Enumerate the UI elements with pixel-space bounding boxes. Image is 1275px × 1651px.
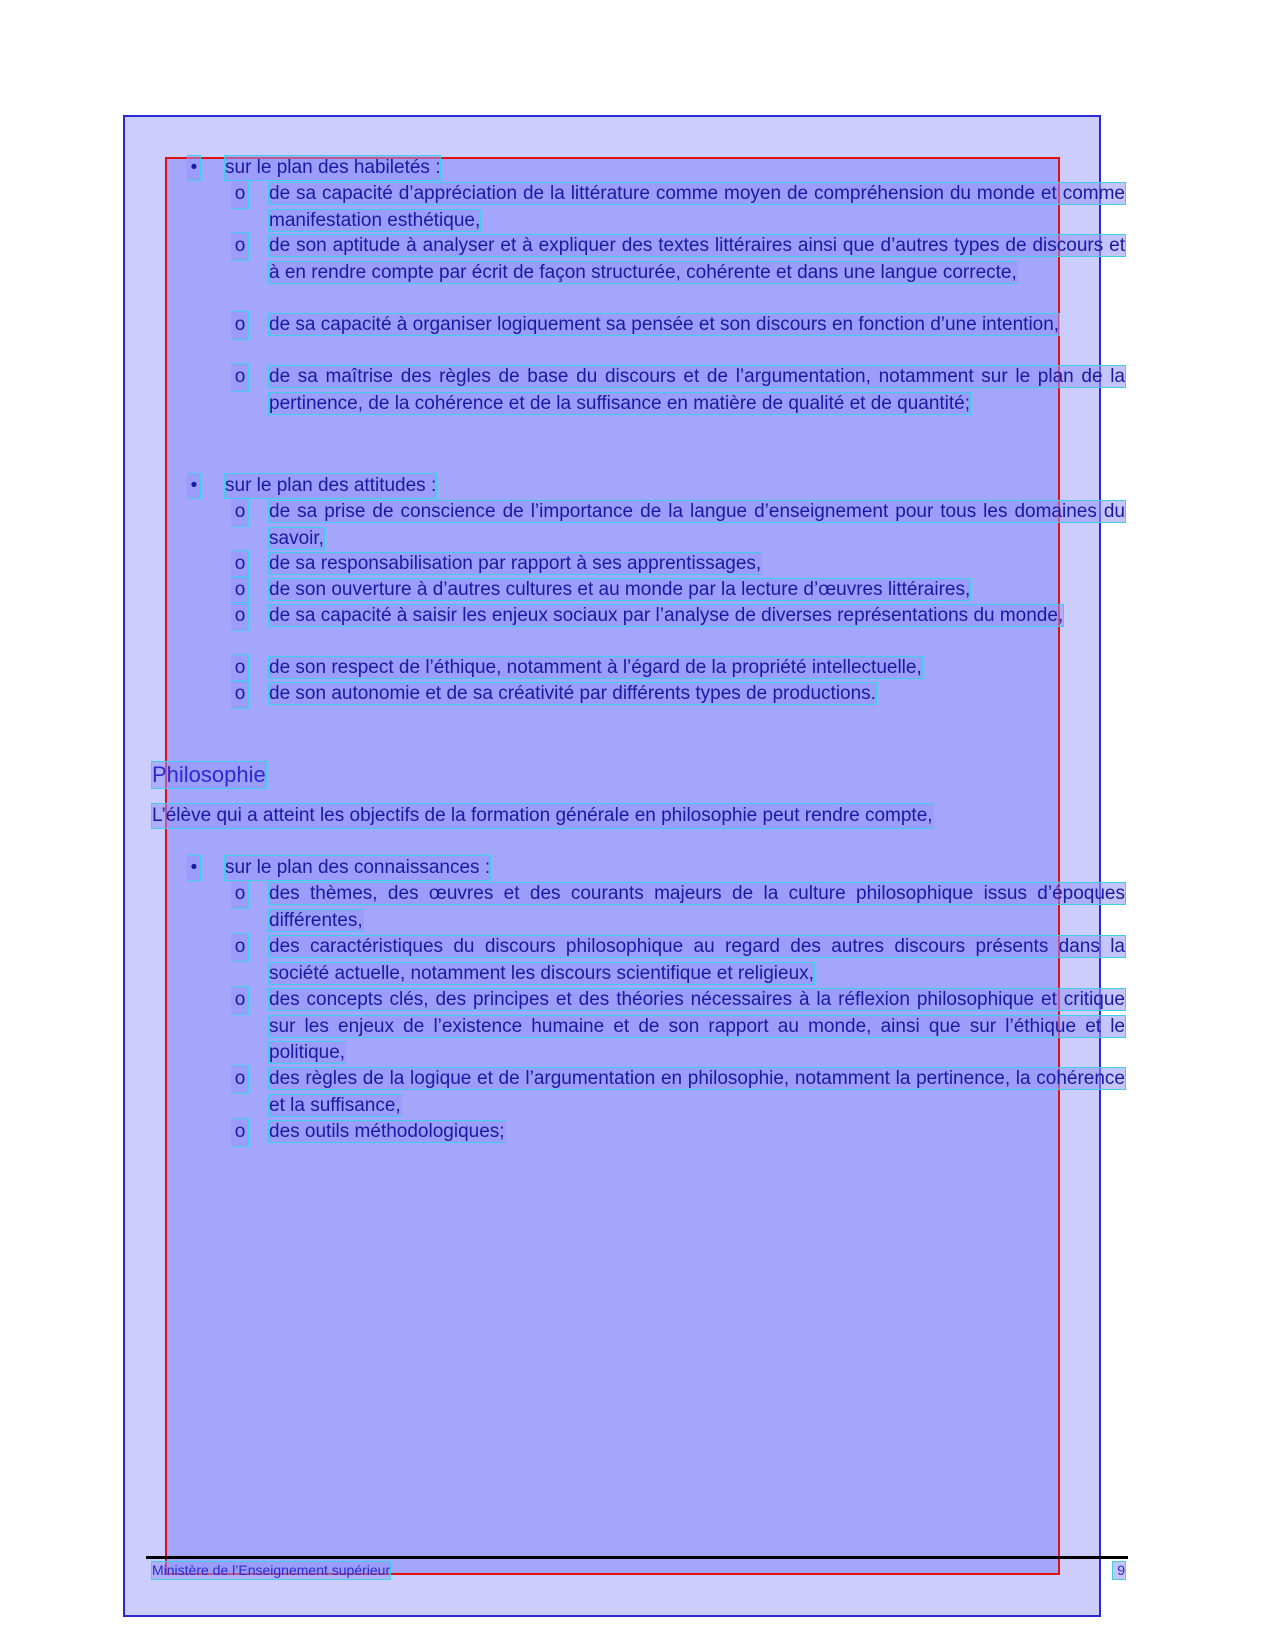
- list-item: [232, 1119, 1125, 1146]
- list-item-text: de sa maîtrise des règles de base du discours et de l’argumentation, notamment sur le plan de la pertinence, de la cohérence et de la suffisance en matière de qualité et de quantité;: [269, 366, 1125, 414]
- list-item: [232, 181, 1125, 234]
- sub-bullet-icon: o: [232, 181, 248, 208]
- sub-bullet-icon: o: [232, 1119, 248, 1146]
- list-item-text: des outils méthodologiques;: [269, 1121, 505, 1142]
- bullet-icon: •: [188, 856, 200, 880]
- list-item-text: des règles de la logique et de l’argumentation en philosophie, notamment la pertinence, la cohérence et la suffisance,: [269, 1068, 1125, 1116]
- list-item-text: de son respect de l’éthique, notamment à l’égard de la propriété intellectuelle,: [269, 657, 922, 678]
- list-item-text: de sa prise de conscience de l’importance de la langue d’enseignement pour tous les domaines du savoir,: [269, 501, 1125, 549]
- bullet-heading: sur le plan des connaissances :: [225, 857, 491, 878]
- sub-bullet-icon: o: [232, 364, 248, 391]
- bullet-icon: •: [188, 156, 200, 180]
- list-item: [232, 655, 1125, 682]
- list-item-text: de sa capacité d’appréciation de la littérature comme moyen de compréhension du monde et comme manifestation esthétique,: [269, 183, 1125, 231]
- sub-bullet-icon: o: [232, 1066, 248, 1093]
- list-item-text: de son ouverture à d’autres cultures et au monde par la lecture d’œuvres littéraires,: [269, 579, 971, 600]
- sub-bullet-icon: o: [232, 987, 248, 1014]
- section-intro: L’élève qui a atteint les objectifs de la formation générale en philosophie peut rendre compte,: [152, 805, 933, 826]
- list-item-text: des concepts clés, des principes et des théories nécessaires à la réflexion philosophique et critique sur les enjeux de l’existence humaine et de son rapport au monde, ainsi que sur l’éthique et le politique,: [269, 989, 1125, 1063]
- page-number: 9: [1113, 1562, 1125, 1579]
- list-item-text: de son autonomie et de sa créativité par différents types de productions.: [269, 683, 876, 704]
- sub-bullet-icon: o: [232, 881, 248, 908]
- list-item: [232, 881, 1125, 934]
- sub-bullet-icon: o: [232, 551, 248, 578]
- list-item: [232, 312, 1125, 339]
- list-item: [232, 499, 1125, 552]
- sub-bullet-icon: o: [232, 233, 248, 260]
- bullet-icon: •: [188, 474, 200, 498]
- list-item: [232, 233, 1125, 286]
- list-item: [232, 987, 1125, 1067]
- sub-bullet-icon: o: [232, 934, 248, 961]
- footer-ministry: Ministère de l’Enseignement supérieur: [152, 1562, 391, 1578]
- list-item-text: de sa capacité à organiser logiquement sa pensée et son discours en fonction d’une intention,: [269, 314, 1060, 335]
- footer-divider: [146, 1556, 1128, 1559]
- list-item: [232, 577, 1125, 604]
- list-item: [232, 603, 1125, 630]
- list-item-text: de son aptitude à analyser et à expliquer des textes littéraires ainsi que d’autres types de discours et à en rendre compte par écrit de façon structurée, cohérente et dans une langue correcte,: [269, 235, 1125, 283]
- list-item-text: des thèmes, des œuvres et des courants majeurs de la culture philosophique issus d’époques différentes,: [269, 883, 1125, 931]
- list-item: [232, 681, 1125, 708]
- sub-bullet-icon: o: [232, 655, 248, 682]
- list-item: [232, 934, 1125, 987]
- bullet-heading: sur le plan des attitudes :: [225, 475, 437, 496]
- list-item: [232, 1066, 1125, 1119]
- footer-page-number-row: [152, 1562, 1125, 1579]
- list-item: [232, 551, 1125, 578]
- list-item-text: des caractéristiques du discours philosophique au regard des autres discours présents dans la société actuelle, notamment les discours scientifique et religieux,: [269, 936, 1125, 984]
- section-title: Philosophie: [152, 762, 266, 787]
- list-item-text: de sa capacité à saisir les enjeux sociaux par l’analyse de diverses représentations du monde,: [269, 605, 1064, 626]
- list-item-text: de sa responsabilisation par rapport à ses apprentissages,: [269, 553, 762, 574]
- sub-bullet-icon: o: [232, 499, 248, 526]
- sub-bullet-icon: o: [232, 577, 248, 604]
- sub-bullet-icon: o: [232, 312, 248, 339]
- sub-bullet-icon: o: [232, 681, 248, 708]
- sub-bullet-icon: o: [232, 603, 248, 630]
- list-item: [232, 364, 1125, 417]
- bullet-heading: sur le plan des habiletés :: [225, 157, 441, 178]
